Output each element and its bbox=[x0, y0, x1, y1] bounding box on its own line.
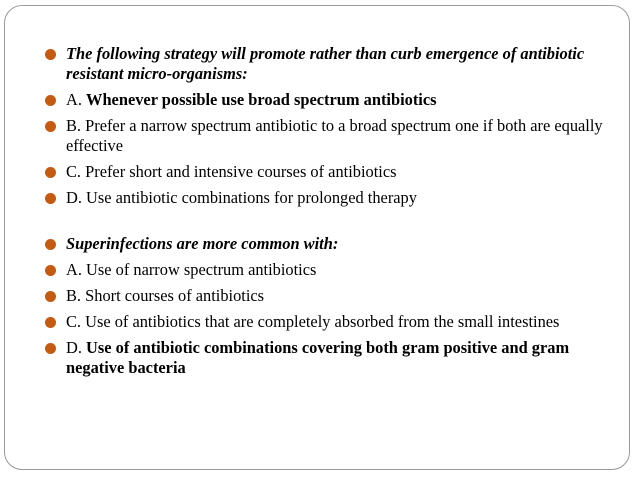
question-1-text: The following strategy will promote rather than curb emergence of antibiotic resistant micro-organisms: bbox=[66, 44, 585, 83]
option-prefix: D. bbox=[66, 338, 87, 357]
bullet-icon bbox=[45, 317, 56, 328]
bullet-icon bbox=[45, 121, 56, 132]
option-text: B. Prefer a narrow spectrum antibiotic to a broad spectrum one if both are equally effective bbox=[66, 116, 603, 155]
question-2-option-b bbox=[45, 286, 615, 306]
bullet-icon bbox=[45, 239, 56, 250]
bullet-icon bbox=[45, 167, 56, 178]
question-1 bbox=[45, 44, 615, 84]
option-text: B. Short courses of antibiotics bbox=[66, 286, 265, 305]
option-text-highlighted: Whenever possible use broad spectrum antibiotics bbox=[86, 90, 437, 109]
section-spacer bbox=[45, 214, 615, 234]
question-2-option-c bbox=[45, 312, 615, 332]
bullet-icon bbox=[45, 95, 56, 106]
option-text: C. Prefer short and intensive courses of antibiotics bbox=[66, 162, 397, 181]
question-2 bbox=[45, 234, 615, 254]
option-text: D. Use antibiotic combinations for prolonged therapy bbox=[66, 188, 417, 207]
option-prefix: A. bbox=[66, 90, 87, 109]
slide-frame bbox=[4, 5, 630, 470]
option-text-highlighted: Use of antibiotic combinations covering both gram positive and gram negative bacteria bbox=[66, 338, 570, 377]
bullet-icon bbox=[45, 291, 56, 302]
bullet-icon bbox=[45, 265, 56, 276]
bullet-icon bbox=[45, 343, 56, 354]
question-1-option-d bbox=[45, 188, 615, 208]
question-2-option-a bbox=[45, 260, 615, 280]
slide-content bbox=[45, 44, 615, 384]
bullet-icon bbox=[45, 193, 56, 204]
question-2-text: Superinfections are more common with: bbox=[66, 234, 339, 253]
option-text: A. Use of narrow spectrum antibiotics bbox=[66, 260, 317, 279]
question-2-option-d bbox=[45, 338, 615, 378]
question-1-option-b bbox=[45, 116, 615, 156]
bullet-icon bbox=[45, 49, 56, 60]
question-1-option-a bbox=[45, 90, 615, 110]
option-text: C. Use of antibiotics that are completely absorbed from the small intestines bbox=[66, 312, 560, 331]
question-1-option-c bbox=[45, 162, 615, 182]
